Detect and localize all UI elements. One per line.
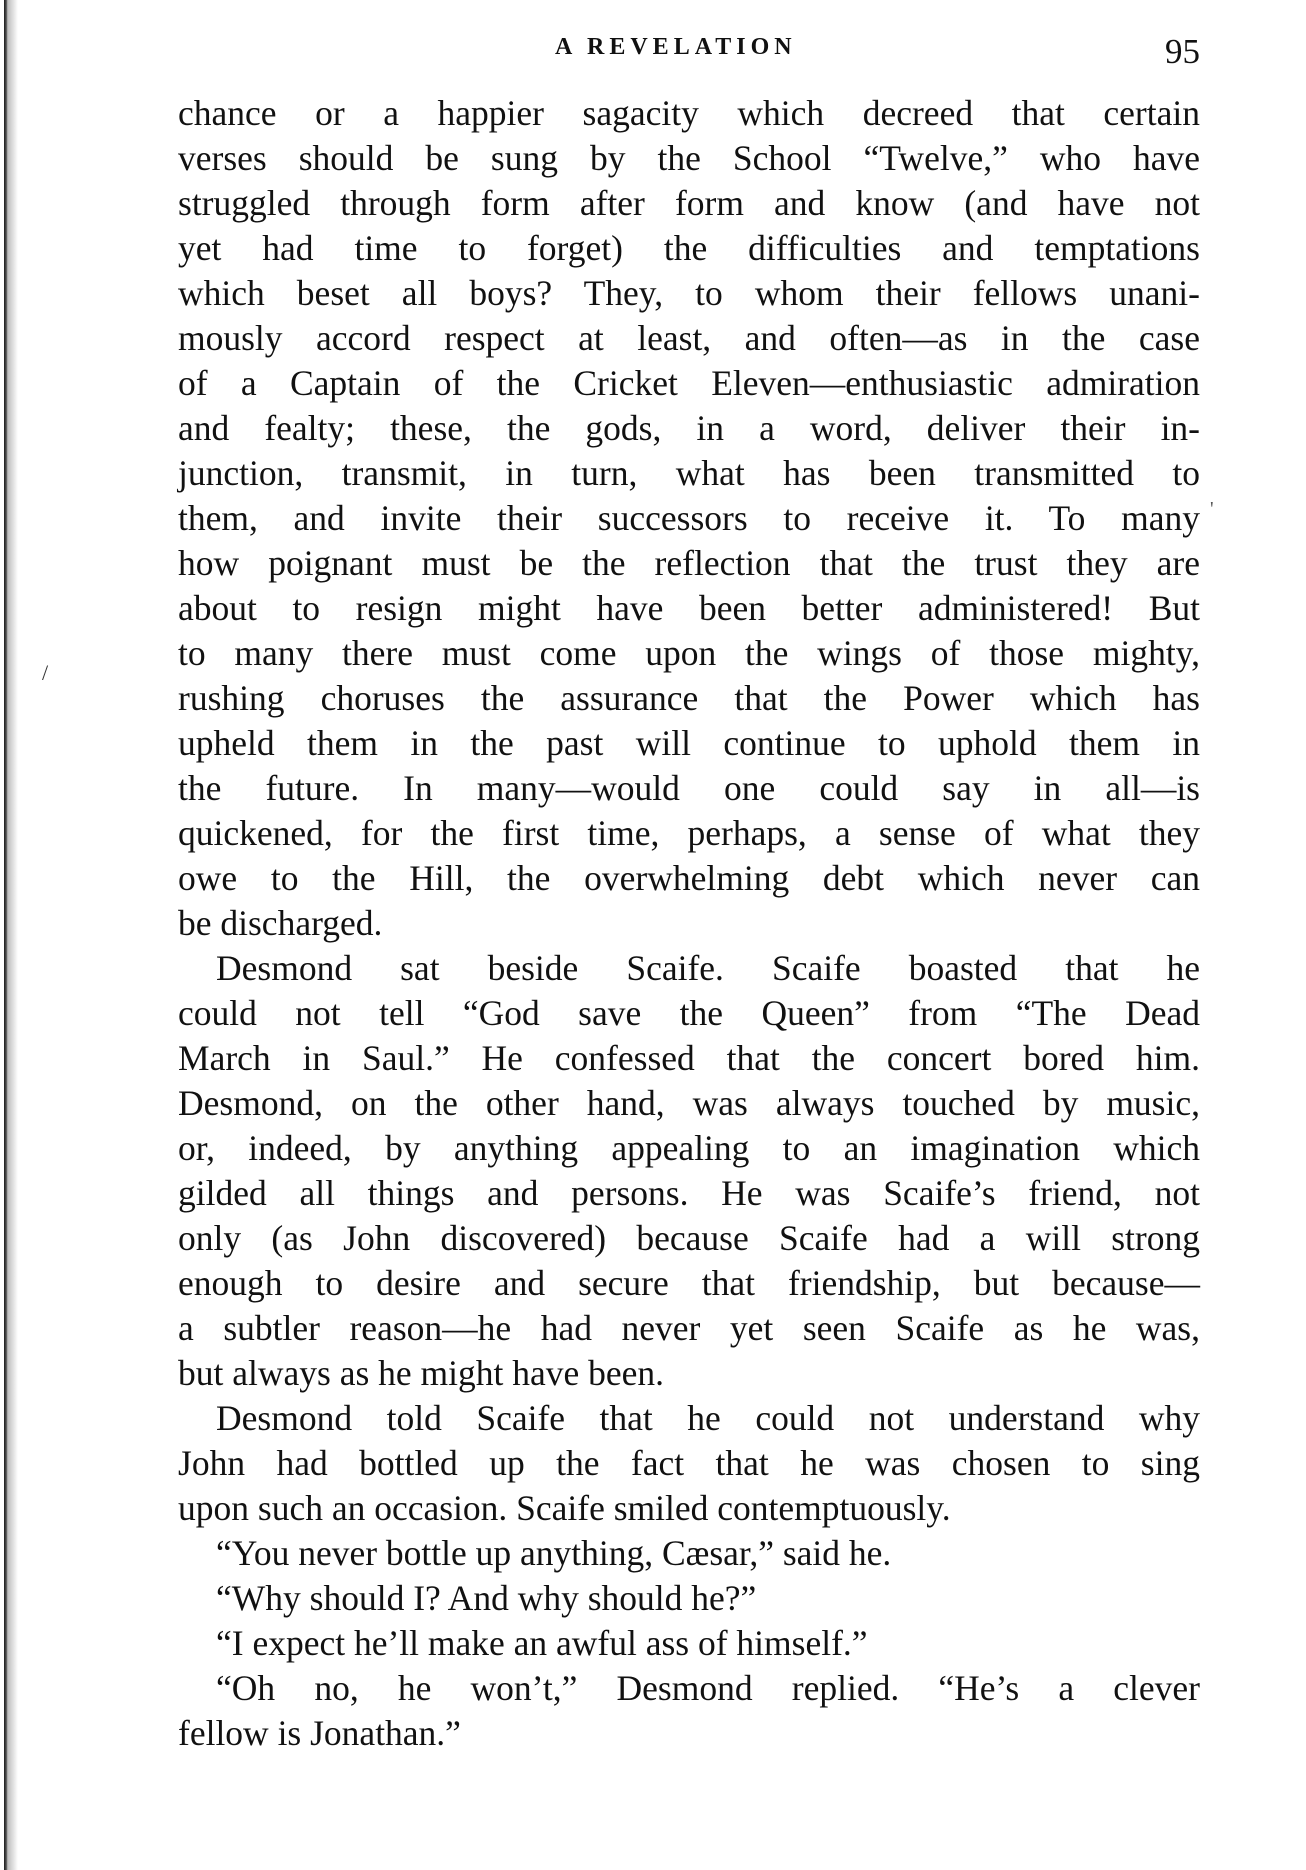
text-line: be discharged.: [178, 903, 383, 943]
text-line: “You never bottle up anything, Cæsar,” said he.: [216, 1533, 892, 1573]
text-line: quickened, for the first time, perhaps, a sense of what they: [178, 813, 1200, 853]
text-line: chance or a happier sagacity which decreed that certain: [178, 93, 1200, 133]
text-line: or, indeed, by anything appealing to an imagination which: [178, 1128, 1200, 1168]
text-line: only (as John discovered) because Scaife had a will strong: [178, 1218, 1200, 1258]
text-line: fellow is Jonathan.”: [178, 1713, 461, 1753]
text-line: “I expect he’ll make an awful ass of himself.”: [216, 1623, 868, 1663]
text-line: “Why should I? And why should he?”: [216, 1578, 757, 1618]
page-number: 95: [1165, 32, 1200, 71]
text-line: could not tell “God save the Queen” from “The Dead: [178, 993, 1200, 1033]
text-line: and fealty; these, the gods, in a word, deliver their in-: [178, 408, 1200, 448]
text-line: verses should be sung by the School “Twelve,” who have: [178, 138, 1200, 178]
text-line: junction, transmit, in turn, what has been transmitted to: [178, 453, 1200, 493]
text-line: “Oh no, he won’t,” Desmond replied. “He’s a clever: [216, 1668, 1200, 1708]
text-line: March in Saul.” He confessed that the concert bored him.: [178, 1038, 1200, 1078]
text-line: how poignant must be the reflection that the trust they are: [178, 543, 1200, 583]
page-gutter-shadow: [8, 0, 18, 1870]
text-line: of a Captain of the Cricket Eleven—enthusiastic admiration: [178, 363, 1200, 403]
margin-pencil-mark: /: [42, 660, 49, 685]
text-line: rushing choruses the assurance that the Power which has: [178, 678, 1200, 718]
running-head: A REVELATION: [555, 34, 797, 60]
text-line: gilded all things and persons. He was Scaife’s friend, not: [178, 1173, 1200, 1213]
text-line: the future. In many—would one could say in all—is: [178, 768, 1200, 808]
text-line: about to resign might have been better administered! But: [178, 588, 1200, 628]
text-line: struggled through form after form and know (and have not: [178, 183, 1200, 223]
text-line: yet had time to forget) the difficulties and temptations: [178, 228, 1200, 268]
text-line: which beset all boys? They, to whom their fellows unani-: [178, 273, 1200, 313]
text-line: Desmond told Scaife that he could not understand why: [216, 1398, 1200, 1438]
text-line: a subtler reason—he had never yet seen Scaife as he was,: [178, 1308, 1200, 1348]
text-line: upheld them in the past will continue to uphold them in: [178, 723, 1200, 763]
text-line: John had bottled up the fact that he was chosen to sing: [178, 1443, 1200, 1483]
margin-speck-mark: ': [1210, 498, 1214, 520]
text-line: to many there must come upon the wings of those mighty,: [178, 633, 1200, 673]
text-line: upon such an occasion. Scaife smiled contemptuously.: [178, 1488, 951, 1528]
text-line: Desmond sat beside Scaife. Scaife boasted that he: [216, 948, 1200, 988]
body-text: [178, 91, 1200, 1756]
text-line: enough to desire and secure that friendship, but because—: [178, 1263, 1200, 1303]
text-line: Desmond, on the other hand, was always touched by music,: [178, 1083, 1200, 1123]
text-line: owe to the Hill, the overwhelming debt which never can: [178, 858, 1200, 898]
text-line: them, and invite their successors to receive it. To many: [178, 498, 1200, 538]
text-line: mously accord respect at least, and often—as in the case: [178, 318, 1200, 358]
text-line: but always as he might have been.: [178, 1353, 665, 1393]
